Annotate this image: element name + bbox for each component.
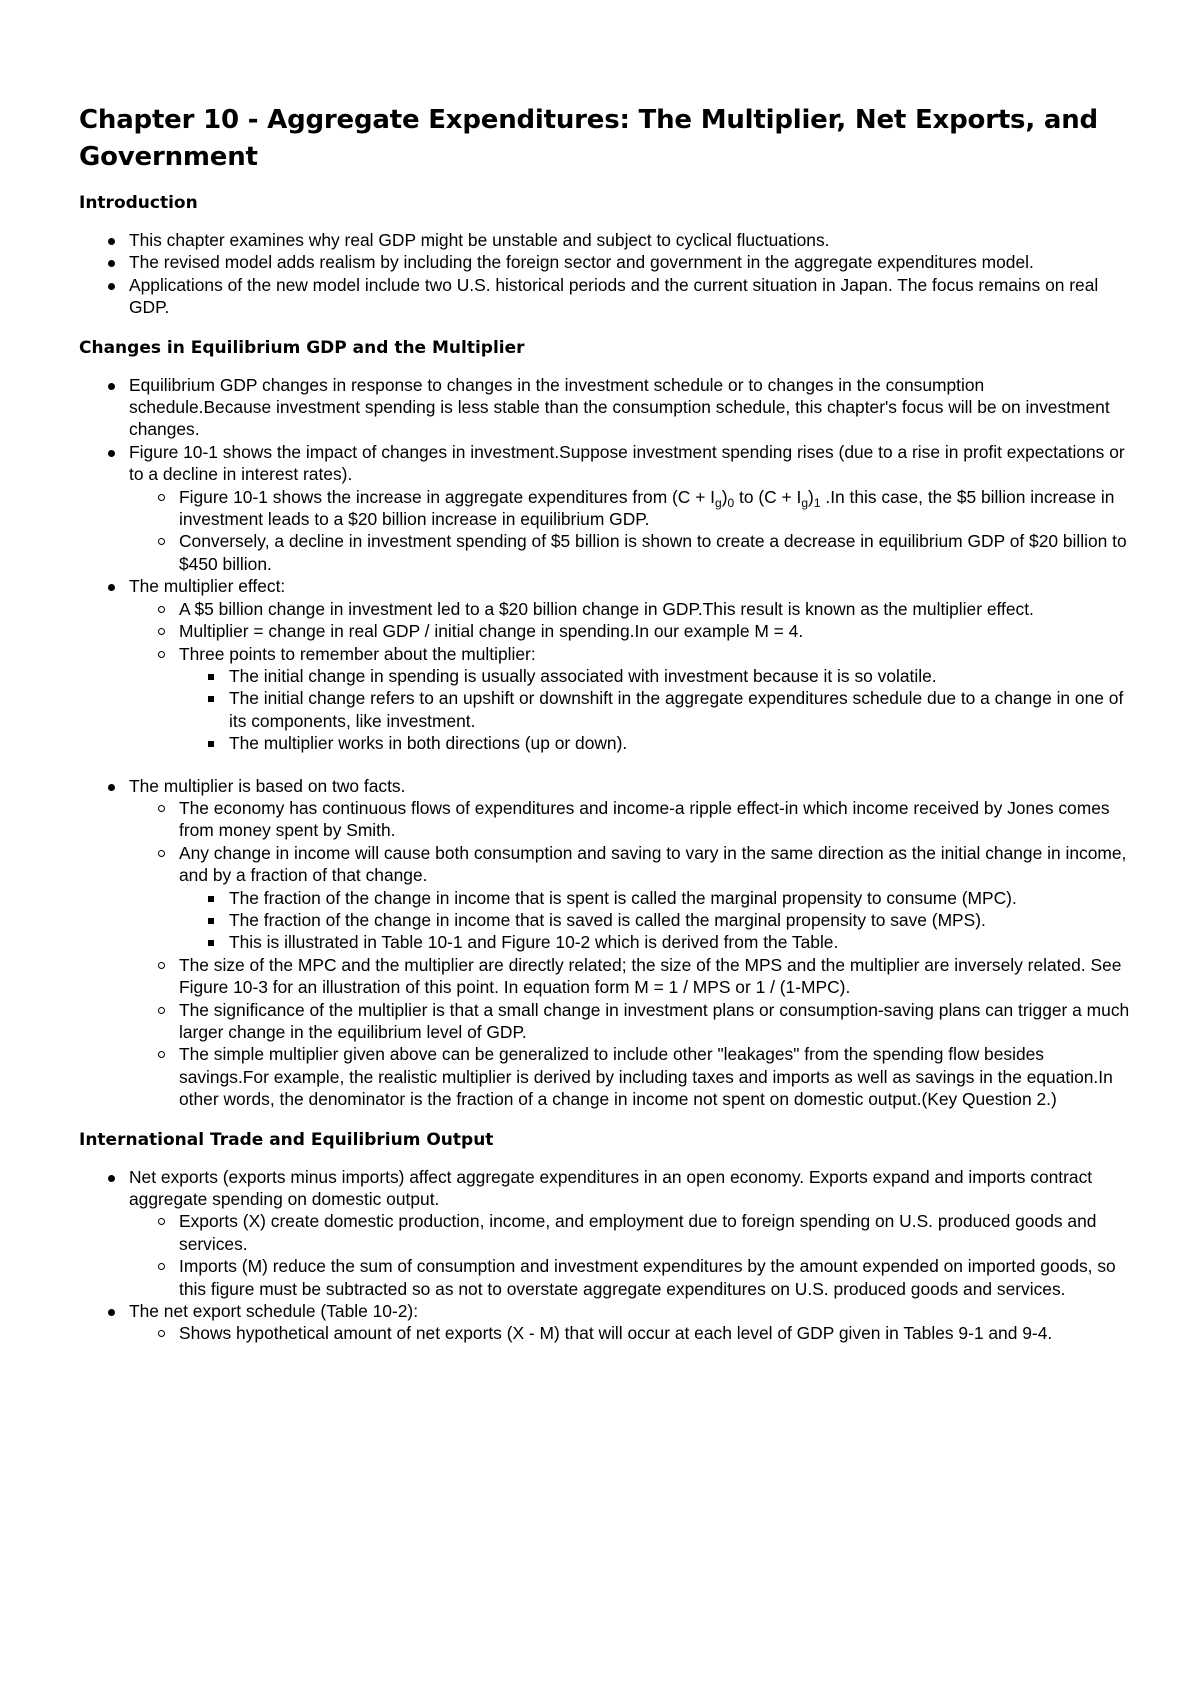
circle-bullet-icon [158,628,165,635]
section-heading-international-trade: International Trade and Equilibrium Output [79,1129,494,1150]
bullet-icon [108,283,115,290]
square-bullet-icon [208,741,214,747]
circle-bullet-icon [158,1007,165,1014]
circle-bullet-icon [158,850,165,857]
list-item: The revised model adds realism by including the foreign sector and government in the aggregate expenditures model. [79,251,1130,273]
section-heading-introduction: Introduction [79,193,198,213]
square-bullet-icon [208,940,214,946]
sublist-item: Exports (X) create domestic production, income, and employment due to foreign spending on U.S. produced goods and services. [129,1210,1130,1255]
sublist-item: The economy has continuous flows of expenditures and income-a ripple effect-in which income received by Jones comes from money spent by Smith. [129,797,1130,842]
list-item: Net exports (exports minus imports) affect aggregate expenditures in an open economy. Exports expand and imports contract aggregate spending on domestic output. Exports (X) create domestic production, income, and employment due to foreign spending on U.S. produced goods and services. Imports (M) reduce the sum of consumption and investment expenditures by the amount expended on imported goods, so this figure must be subtracted so as not to overstate aggregate expenditures on U.S. produced goods and services. [79,1166,1130,1300]
sublist-item: Imports (M) reduce the sum of consumption and investment expenditures by the amount expended on imported goods, so this figure must be subtracted so as not to overstate aggregate expenditures on U.S. produced goods and services. [129,1255,1130,1300]
subsublist-item: The fraction of the change in income that is spent is called the marginal propensity to consume (MPC). [179,887,1130,909]
sublist [129,1322,1130,1344]
list-item: Figure 10-1 shows the impact of changes in investment.Suppose investment spending rises (due to a rise in profit expectations or to a decline in interest rates). Figure 10-1 shows the increase in aggregate expenditures from $(C + I_g)_0$ to $(C + I_g)_1$ .In this case, the $5 billion increase in investment leads to a $20 billion increase in equilibrium GDP. Conversely, a decline in investment spending of $5 billion is shown to create a decrease in equilibrium GDP of $20 billion to $450 billion. [79,441,1130,575]
bullet-icon [108,383,115,390]
circle-bullet-icon [158,1051,165,1058]
subsublist [179,887,1130,954]
sublist-item: The significance of the multiplier is that a small change in investment plans or consumption-saving plans can trigger a much larger change in the equilibrium level of GDP. [129,999,1130,1044]
introduction-list [79,229,1130,319]
subsublist-item: This is illustrated in Table 10-1 and Figure 10-2 which is derived from the Table. [179,931,1130,953]
subsublist-item: The initial change in spending is usually associated with investment because it is so volatile. [179,665,1130,687]
circle-bullet-icon [158,538,165,545]
list-item: Applications of the new model include two U.S. historical periods and the current situation in Japan. The focus remains on real GDP. [79,274,1130,319]
sublist [129,797,1130,1111]
subsublist-item: The multiplier works in both directions (up or down). [179,732,1130,754]
circle-bullet-icon [158,1330,165,1337]
sublist [129,1210,1130,1300]
circle-bullet-icon [158,1218,165,1225]
square-bullet-icon [208,896,214,902]
sublist [129,486,1130,576]
list-item: The multiplier effect: A $5 billion change in investment led to a $20 billion change in GDP.This result is known as the multiplier effect. Multiplier = change in real GDP / initial change in spending.In our example M = 4. Three points to remember about the multiplier: The initial change in spending is usually associated with investment because it is so volatile. The initial change refers to an upshift or downshift in the aggregate expenditures schedule due to a change in one of its components, like investment. The multiplier works in both directions (up or down). [79,575,1130,754]
sublist-item: A $5 billion change in investment led to a $20 billion change in GDP.This result is known as the multiplier effect. [129,598,1130,620]
list-item: This chapter examines why real GDP might be unstable and subject to cyclical fluctuations. [79,229,1130,251]
sublist-item: Any change in income will cause both consumption and saving to vary in the same direction as the initial change in income, and by a fraction of that change. The fraction of the change in income that is spent is called the marginal propensity to consume (MPC). The fraction of the change in income that is saved is called the marginal propensity to save (MPS). This is illustrated in Table 10-1 and Figure 10-2 which is derived from the Table. [129,842,1130,954]
bullet-icon [108,238,115,245]
page-title: Chapter 10 - Aggregate Expenditures: The Multiplier, Net Exports, and Government [79,105,1098,172]
subsublist-item: The fraction of the change in income that is saved is called the marginal propensity to save (MPS). [179,909,1130,931]
subsublist-item: The initial change refers to an upshift or downshift in the aggregate expenditures schedule due to a change in one of its components, like investment. [179,687,1130,732]
circle-bullet-icon [158,1263,165,1270]
bullet-icon [108,450,115,457]
trade-list [79,1166,1130,1345]
bullet-icon [108,1175,115,1182]
subsublist [179,665,1130,755]
bullet-icon [108,784,115,791]
circle-bullet-icon [158,962,165,969]
bullet-icon [108,584,115,591]
bullet-icon [108,260,115,267]
list-item: Equilibrium GDP changes in response to changes in the investment schedule or to changes in the consumption schedule.Because investment spending is less stable than the consumption schedule, this chapter's focus will be on investment changes. [79,374,1130,441]
list-item: The multiplier is based on two facts. The economy has continuous flows of expenditures and income-a ripple effect-in which income received by Jones comes from money spent by Smith. Any change in income will cause both consumption and saving to vary in the same direction as the initial change in income, and by a fraction of that change. The fraction of the change in income that is spent is called the marginal propensity to consume (MPC). The fraction of the change in income that is saved is called the marginal propensity to save (MPS). This is illustrated in Table 10-1 and Figure 10-2 which is derived from the Table. The size of the MPC and the multiplier are directly related; the size of the MPS and the multiplier are inversely related. See Figure 10-3 for an illustration of this point. In equation form M = 1 / MPS or 1 / (1-MPC). The significance of the multiplier is that a small change in investment plans or consumption-saving plans can trigger a much larger change in the equilibrium level of GDP. The simple multiplier given above can be generalized to include other "leakages" from the spending flow besides savings.For example, the realistic multiplier is derived by including taxes and imports as well as savings in the equation.In other words, the denominator is the fraction of a change in income not spent on domestic output.(Key Question 2.) [79,775,1130,1111]
sublist-item: Figure 10-1 shows the increase in aggregate expenditures from $(C + I_g)_0$ to $(C + I_g)_1$ .In this case, the $5 billion increase in investment leads to a $20 billion increase in equilibrium GDP. [129,486,1130,531]
sublist-item: The size of the MPC and the multiplier are directly related; the size of the MPS and the multiplier are inversely related. See Figure 10-3 for an illustration of this point. In equation form M = 1 / MPS or 1 / (1-MPC). [129,954,1130,999]
sublist-item: Multiplier = change in real GDP / initial change in spending.In our example M = 4. [129,620,1130,642]
sublist-item: Shows hypothetical amount of net exports (X - M) that will occur at each level of GDP given in Tables 9-1 and 9-4. [129,1322,1130,1344]
sublist-item: Conversely, a decline in investment spending of $5 billion is shown to create a decrease in equilibrium GDP of $20 billion to $450 billion. [129,530,1130,575]
list-item: The net export schedule (Table 10-2): Shows hypothetical amount of net exports (X - M) that will occur at each level of GDP given in Tables 9-1 and 9-4. [79,1300,1130,1345]
sublist-item: The simple multiplier given above can be generalized to include other "leakages" from the spending flow besides savings.For example, the realistic multiplier is derived by including taxes and imports as well as savings in the equation.In other words, the denominator is the fraction of a change in income not spent on domestic output.(Key Question 2.) [129,1043,1130,1110]
multiplier-list [79,374,1130,1111]
circle-bullet-icon [158,805,165,812]
square-bullet-icon [208,918,214,924]
circle-bullet-icon [158,494,165,501]
bullet-icon [108,1309,115,1316]
circle-bullet-icon [158,606,165,613]
square-bullet-icon [208,674,214,680]
square-bullet-icon [208,696,214,702]
circle-bullet-icon [158,651,165,658]
section-heading-multiplier: Changes in Equilibrium GDP and the Multiplier [79,337,525,358]
sublist-item: Three points to remember about the multiplier: The initial change in spending is usually associated with investment because it is so volatile. The initial change refers to an upshift or downshift in the aggregate expenditures schedule due to a change in one of its components, like investment. The multiplier works in both directions (up or down). [129,643,1130,755]
sublist [129,598,1130,755]
